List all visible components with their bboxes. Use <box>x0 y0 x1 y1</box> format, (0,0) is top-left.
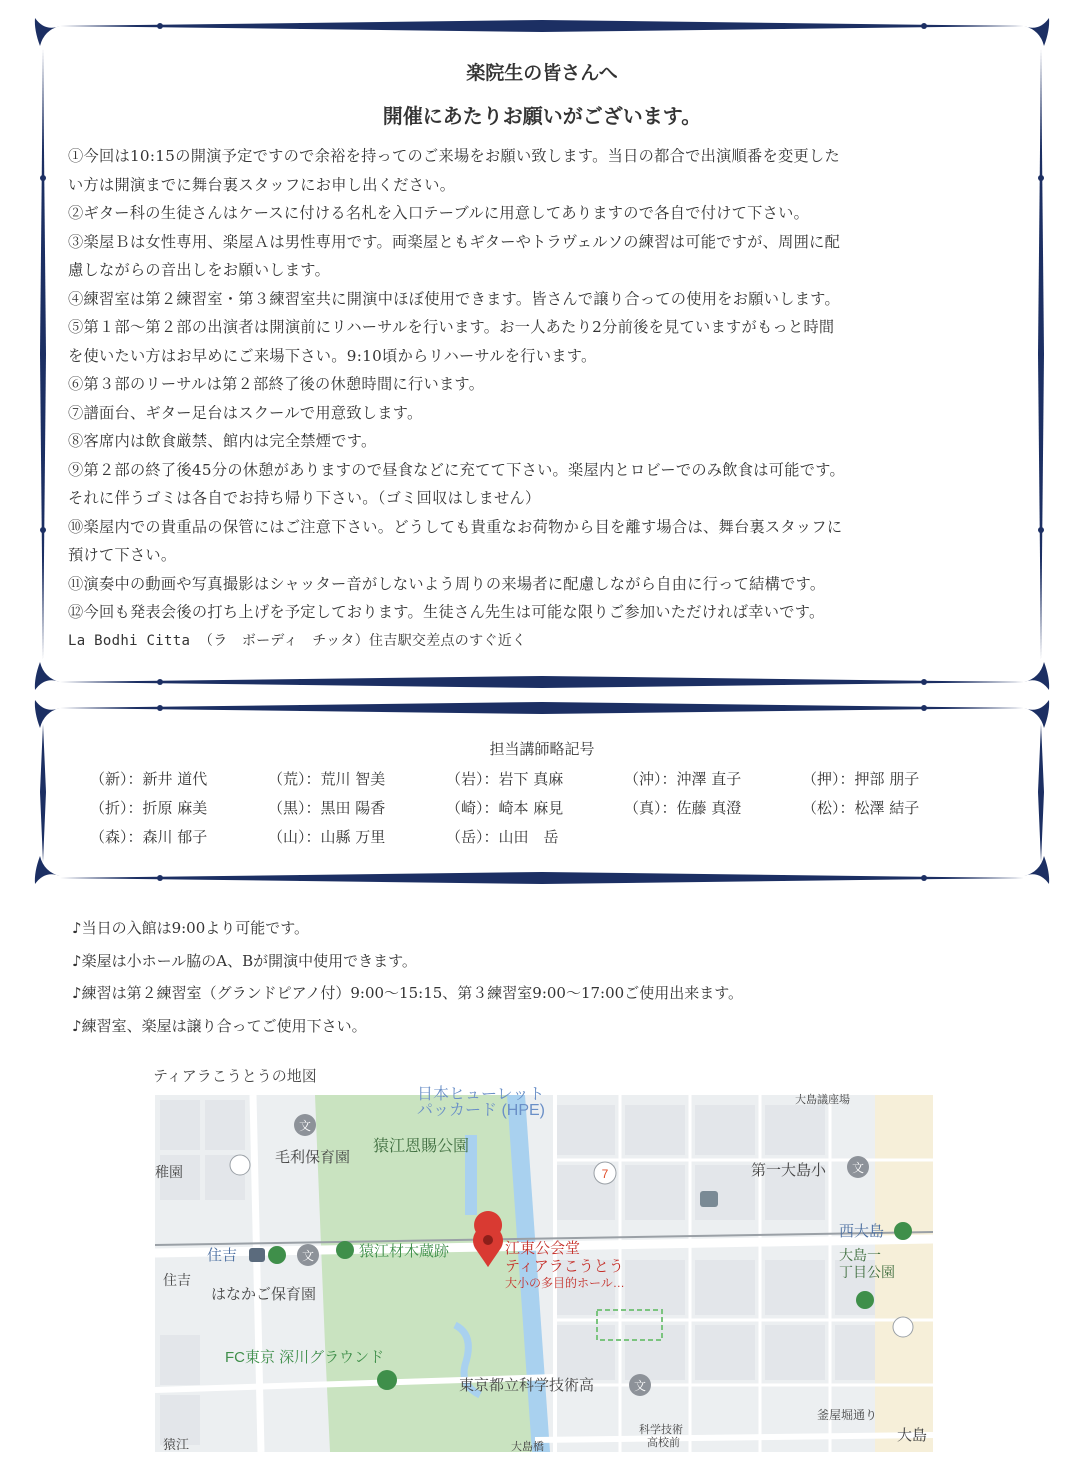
svg-text:文: 文 <box>298 1119 312 1133</box>
map-label-mouri: 毛利保育園 <box>275 1149 351 1166</box>
rule-line: ④練習室は第２練習室・第３練習室共に開演中ほぼ使用できます。皆さんで譲り合っての使用をお願いします。 <box>68 289 840 308</box>
rules-list <box>68 142 1018 655</box>
map-label-kagaku-station: 科学技術 <box>639 1424 683 1436</box>
map-label-daiichi: 第一大島小 <box>751 1162 827 1179</box>
teacher-entry: （岳）：山田 岳 <box>446 828 559 846</box>
teachers-row <box>90 823 980 852</box>
map-label-sarue-park: 猿江恩賜公園 <box>373 1138 470 1155</box>
rule-line: ⑦譜面台、ギター足台はスクールで用意致します。 <box>68 403 423 422</box>
teacher-entry: （崎）：崎本 麻見 <box>446 799 564 817</box>
note-item: ♪練習は第２練習室（グランドピアノ付）9:00〜15:15、第３練習室9:00〜17:00ご使用出来ます。 <box>72 984 743 1002</box>
teacher-entry: （黒）：黒田 陽香 <box>268 799 386 817</box>
map-label-ojima1b: 丁目公園 <box>839 1264 895 1280</box>
rule-line: ⑧客席内は飲食厳禁、館内は完全禁煙です。 <box>68 432 377 450</box>
map-label: ティアラこうとうの地図 <box>153 1067 317 1085</box>
rule-line: 預けて下さい。 <box>68 546 177 564</box>
teachers-row <box>90 765 980 794</box>
teacher-entry: （山）：山縣 万里 <box>268 828 386 846</box>
map-label-hpe-top: 日本ヒューレット <box>417 1086 545 1103</box>
teacher-entry: （森）：森川 郁子 <box>90 828 208 846</box>
svg-text:文: 文 <box>633 1379 647 1393</box>
teacher-entry: （岩）：岩下 真麻 <box>446 770 564 788</box>
teacher-entry: （新）：新井 道代 <box>90 770 208 788</box>
map-label-kinzabori: 釜屋堀通り <box>817 1408 878 1422</box>
map-label-hanaka: はなかご保育園 <box>211 1286 317 1303</box>
note-item: ♪練習室、楽屋は譲り合ってご使用下さい。 <box>72 1016 367 1035</box>
map-label-sarue-zaimoku: 猿江材木蔵跡 <box>359 1243 450 1260</box>
rule-line: ⑫今回も発表会後の打ち上げを予定しております。生徒さん先生は可能な限りご参加いただければ幸いです。 <box>68 603 825 621</box>
map-label-en: 稚園 <box>155 1164 183 1180</box>
map-label-kagaku: 東京都立科学技術高 <box>459 1377 595 1394</box>
teachers-grid <box>90 765 980 852</box>
teacher-entry: （松）：松澤 結子 <box>802 799 920 817</box>
map-label-top-right: 大島議座場 <box>795 1094 850 1106</box>
map-label-nishi-ojima: 西大島 <box>839 1223 885 1240</box>
rule-line: ⑥第３部のリーサルは第２部終了後の休憩時間に行います。 <box>68 375 485 393</box>
rule-line: それに伴うゴミは各自でお持ち帰り下さい。（ゴミ回収はしません） <box>68 489 541 507</box>
teacher-entry: （折）：折原 麻美 <box>90 799 208 817</box>
rule-line: ①今回は10:15の開演予定ですので余裕を持ってのご来場をお願い致します。当日の都合で出演順番を変更した <box>68 147 840 165</box>
rule-line: い方は開演までに舞台裏スタッフにお申し出ください。 <box>68 175 456 194</box>
note-item: ♪当日の入館は9:00より可能です。 <box>72 919 310 937</box>
rule-line: 慮しながらの音出しをお願いします。 <box>68 261 331 279</box>
notice-title: 楽院生の皆さんへ <box>466 62 618 84</box>
map-label-fc-tokyo: FC東京 深川グラウンド <box>225 1349 385 1366</box>
map-label-koto-hall: 江東公会堂 <box>505 1240 581 1257</box>
map[interactable] <box>155 1086 933 1453</box>
teachers-title: 担当講師略記号 <box>489 740 595 758</box>
map-label-sumiyoshi2: 住吉 <box>163 1272 191 1288</box>
map-label-sumiyoshi: 住吉 <box>207 1247 238 1264</box>
map-label-sarue-bottom: 猿江 <box>163 1437 190 1452</box>
svg-text:文: 文 <box>851 1161 865 1175</box>
rule-line: を使いたい方はお早めにご来場下さい。9:10頃からリハーサルを行います。 <box>68 346 597 365</box>
teacher-entry: （沖）：沖澤 直子 <box>624 770 742 788</box>
teacher-entry: （真）：佐藤 真澄 <box>624 799 742 817</box>
svg-text:文: 文 <box>301 1249 315 1263</box>
map-label-ojima1: 大島一 <box>839 1247 881 1263</box>
notice-subtitle: 開催にあたりお願いがございます。 <box>382 104 702 128</box>
teacher-entry: （押）：押部 朋子 <box>802 770 920 788</box>
map-label-tiara: ティアラこうとう <box>505 1258 624 1275</box>
venue-line: La Bodhi Citta （ラ ボーディ チッタ）住吉駅交差点のすぐ近く <box>68 632 527 649</box>
rule-line: ⑤第１部〜第２部の出演者は開演前にリハーサルを行います。お一人あたり2分前後を見ていますがもっと時間 <box>68 318 835 336</box>
map-label-kagaku-station2: 高校前 <box>647 1437 680 1449</box>
rule-line: ⑨第２部の終了後45分の休憩がありますので昼食などに充てて下さい。楽屋内とロビーでのみ飲食は可能です。 <box>68 460 845 479</box>
rule-line: ⑪演奏中の動画や写真撮影はシャッター音がしないよう周りの来場者に配慮しながら自由に行って結構です。 <box>68 574 826 593</box>
teacher-entry: （荒）：荒川 智美 <box>268 770 386 788</box>
notes-list <box>72 912 743 1042</box>
svg-text:7: 7 <box>601 1167 609 1181</box>
map-canvas[interactable] <box>155 1086 933 1453</box>
rule-line: ⑩楽屋内での貴重品の保管にはご注意下さい。どうしても貴重なお荷物から目を離す場合は、舞台裏スタッフに <box>68 517 843 536</box>
map-label-hpe: パッカード (HPE) <box>417 1102 546 1119</box>
map-label-ojimabashi: 大島橋 <box>511 1441 544 1453</box>
rule-line: ③楽屋Ｂは女性専用、楽屋Ａは男性専用です。両楽屋ともギターやトラヴェルソの練習は可能ですが、周囲に配 <box>68 232 841 251</box>
teachers-row <box>90 794 980 823</box>
map-label-hall-desc: 大小の多目的ホール… <box>505 1276 625 1290</box>
note-item: ♪楽屋は小ホール脇のA、Bが開演中使用できます。 <box>72 951 417 970</box>
rule-line: ②ギター科の生徒さんはケースに付ける名札を入口テーブルに用意してありますので各自で付けて下さい。 <box>68 204 810 222</box>
map-label-ojima: 大島 <box>897 1427 928 1444</box>
